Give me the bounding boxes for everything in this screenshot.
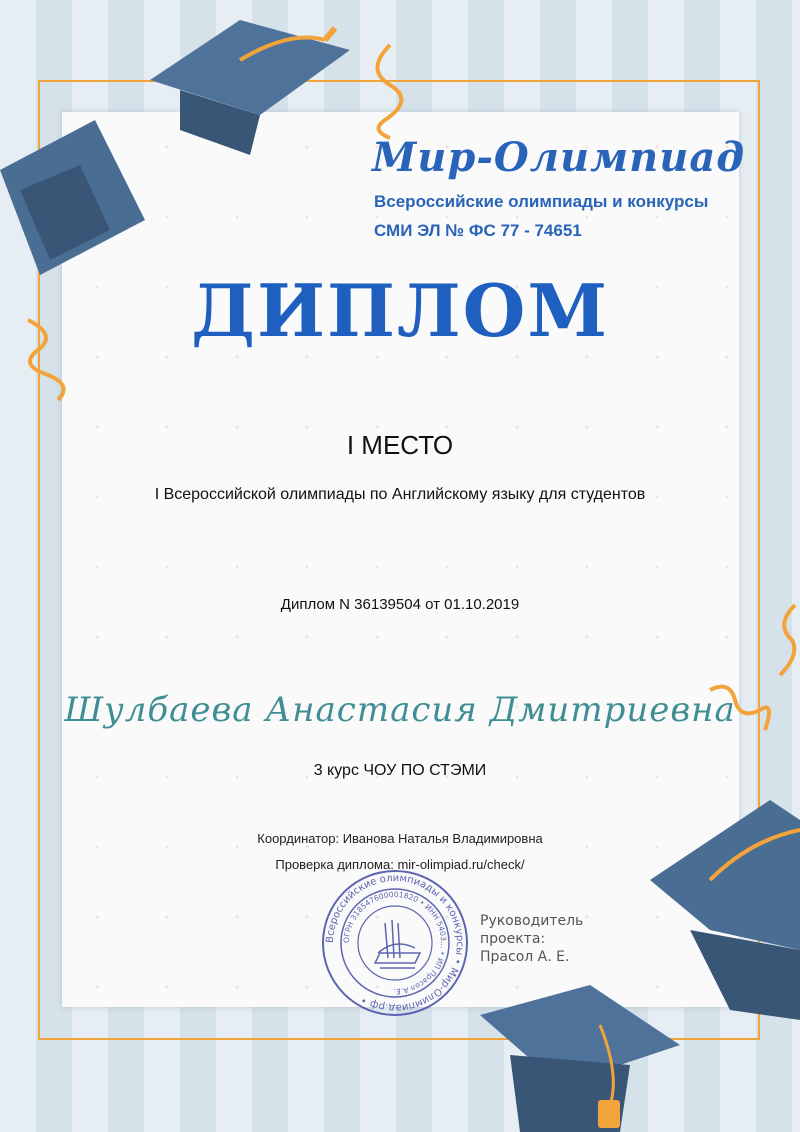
signature-role-line2: проекта: (480, 931, 546, 947)
graduation-cap-icon (0, 70, 150, 280)
check-link: Проверка диплома: mir-olimpiad.ru/check/ (275, 857, 525, 872)
stamp-seal-icon (320, 868, 470, 1018)
signature-role-line1: Руководитель (480, 913, 584, 929)
place-text: I МЕСТО (346, 430, 454, 460)
diploma-title: ДИПЛОМ (190, 268, 610, 353)
stamp-inner-text: ОГРН 318547600001820 • ИНН 5403... • ИП Прасол А.Е. (341, 889, 449, 997)
coordinator: Координатор: Иванова Наталья Владимировна (257, 831, 543, 846)
streamer-icon (360, 40, 420, 140)
stamp-outer-text: Всероссийские олимпиады и конкурсы • Мир-Олимпиад.рф • (324, 872, 466, 1014)
brand-subtitle: Всероссийские олимпиады и конкурсы (374, 192, 709, 211)
graduation-cap-icon (480, 985, 680, 1132)
graduation-cap-icon (150, 20, 350, 160)
olympiad-name: I Всероссийской олимпиады по Английскому языку для студентов (154, 486, 646, 503)
diploma-number: Диплом N 36139504 от 01.10.2019 (280, 596, 520, 613)
brand-name: Мир-Олимпиад (372, 134, 746, 181)
recipient-name: Шулбаева Анастасия Дмитриевна (64, 690, 736, 730)
brand-registration: СМИ ЭЛ № ФС 77 - 74651 (374, 221, 582, 240)
signature-block (480, 912, 583, 966)
signature-name: Прасол А. Е. (480, 949, 570, 965)
course-info: 3 курс ЧОУ ПО СТЭМИ (313, 762, 487, 779)
